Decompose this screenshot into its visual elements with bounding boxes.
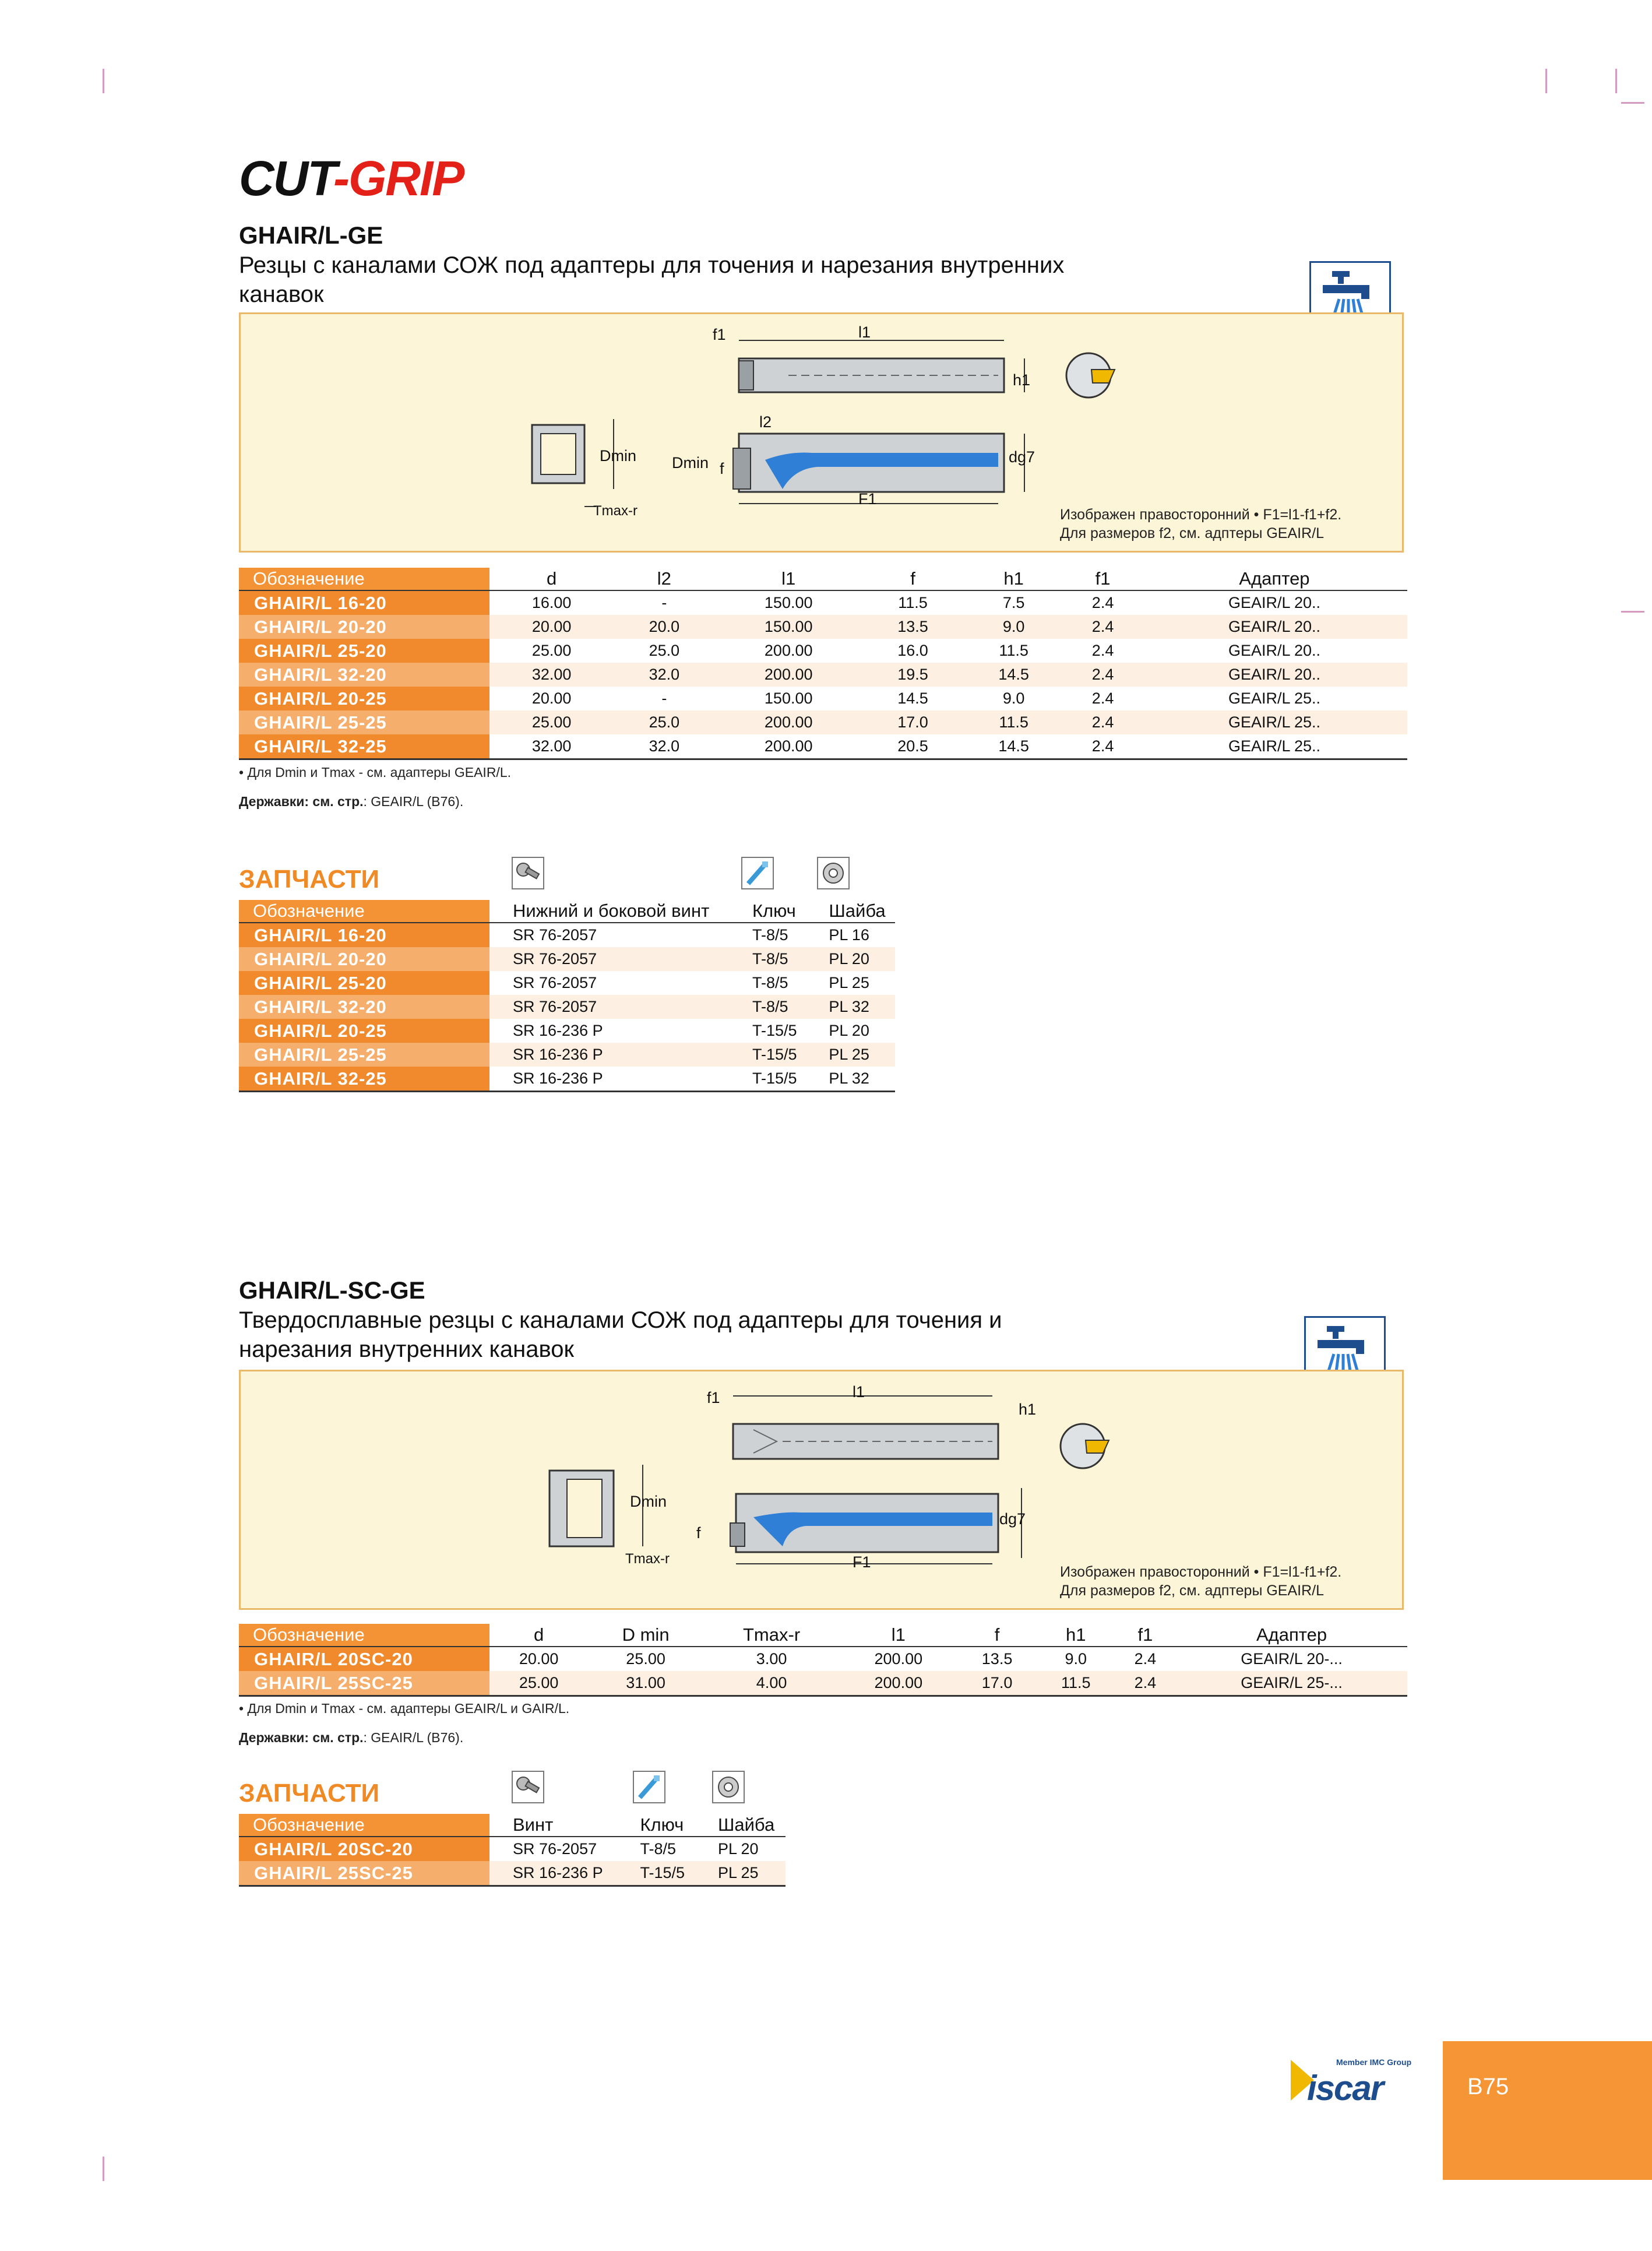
value-cell: 14.5 [963, 663, 1064, 687]
value-cell: GEAIR/L 25.. [1142, 711, 1407, 734]
dim-F1: F1 [858, 490, 877, 508]
designation-cell: GHAIR/L 20SC-20 [239, 1647, 489, 1671]
dim-dg7: dg7 [999, 1510, 1026, 1528]
dim-dmin-2: Dmin [672, 454, 709, 472]
value-cell: GEAIR/L 25-... [1176, 1671, 1407, 1696]
value-cell: 11.5 [963, 711, 1064, 734]
value-cell: 2.4 [1064, 663, 1142, 687]
value-cell: 150.00 [714, 615, 862, 639]
value-cell: 25.00 [588, 1647, 703, 1671]
holders-note: Державки: см. стр.: GEAIR/L (B76). [239, 794, 464, 809]
value-cell: SR 76-2057 [489, 995, 729, 1019]
table-row [239, 1861, 786, 1886]
value-cell: 2.4 [1115, 1647, 1176, 1671]
column-header: d [489, 1624, 588, 1647]
tool-diagram [239, 312, 1404, 553]
column-header-designation: Обозначение [239, 1814, 489, 1837]
table-row [239, 923, 895, 947]
table-row [239, 995, 895, 1019]
designation-cell: GHAIR/L 32-25 [239, 734, 489, 759]
value-cell: 2.4 [1115, 1671, 1176, 1696]
dim-l1: l1 [858, 323, 871, 341]
value-cell: GEAIR/L 20-... [1176, 1647, 1407, 1671]
designation-cell: GHAIR/L 25-25 [239, 711, 489, 734]
value-cell: T-8/5 [729, 971, 805, 995]
value-cell: 13.5 [862, 615, 963, 639]
column-header: Адаптер [1176, 1624, 1407, 1647]
value-cell: 25.00 [489, 1671, 588, 1696]
value-cell: 14.5 [862, 687, 963, 711]
table-row [239, 615, 1407, 639]
value-cell: 200.00 [840, 1671, 957, 1696]
table-row [239, 1043, 895, 1067]
column-header: Нижний и боковой винт [489, 900, 729, 923]
value-cell: SR 76-2057 [489, 923, 729, 947]
column-header: f1 [1064, 568, 1142, 590]
value-cell: GEAIR/L 25.. [1142, 734, 1407, 759]
column-header: l2 [614, 568, 714, 590]
parts-table-2 [239, 1814, 786, 1887]
column-header: d [489, 568, 614, 590]
column-header: f1 [1115, 1624, 1176, 1647]
column-header: Шайба [805, 900, 895, 923]
key-icon [741, 857, 774, 889]
table-row [239, 1647, 1407, 1671]
designation-cell: GHAIR/L 16-20 [239, 590, 489, 615]
value-cell: T-8/5 [617, 1837, 694, 1861]
diagram-note: Изображен правосторонний • F1=l1-f1+f2. Для размеров f2, см. адптеры GEAIR/L [1060, 507, 1342, 541]
value-cell: 2.4 [1064, 687, 1142, 711]
table-row [239, 1671, 1407, 1696]
member-text: Member IMC Group [1336, 2057, 1412, 2067]
table-row [239, 1019, 895, 1043]
value-cell: 9.0 [963, 615, 1064, 639]
dim-tmax: Tmax-r [593, 503, 637, 519]
section-title-2: GHAIR/L-SC-GE [239, 1276, 425, 1304]
value-cell: 11.5 [862, 590, 963, 615]
section-title: GHAIR/L-GE [239, 221, 383, 249]
value-cell: T-15/5 [729, 1043, 805, 1067]
designation-cell: GHAIR/L 20SC-20 [239, 1837, 489, 1861]
column-header-designation: Обозначение [239, 568, 489, 590]
value-cell: SR 76-2057 [489, 947, 729, 971]
spec-table-2 [239, 1624, 1407, 1697]
iscar-wordmark: iscar [1307, 2069, 1383, 2108]
value-cell: 16.00 [489, 590, 614, 615]
column-header: Шайба [695, 1814, 786, 1837]
value-cell: PL 25 [695, 1861, 786, 1886]
parts-title: ЗАПЧАСТИ [239, 865, 380, 894]
value-cell: GEAIR/L 20.. [1142, 639, 1407, 663]
value-cell: 200.00 [714, 639, 862, 663]
value-cell: 2.4 [1064, 590, 1142, 615]
table-row [239, 971, 895, 995]
table-row [239, 947, 895, 971]
column-header: D min [588, 1624, 703, 1647]
value-cell: GEAIR/L 20.. [1142, 615, 1407, 639]
value-cell: 20.5 [862, 734, 963, 759]
page-tab [1443, 2041, 1652, 2180]
value-cell: 2.4 [1064, 734, 1142, 759]
value-cell: GEAIR/L 20.. [1142, 663, 1407, 687]
dim-dmin: Dmin [630, 1493, 667, 1510]
designation-cell: GHAIR/L 32-25 [239, 1067, 489, 1092]
table-row [239, 734, 1407, 759]
value-cell: 32.0 [614, 734, 714, 759]
value-cell: PL 20 [805, 947, 895, 971]
column-header: Tmax-r [703, 1624, 840, 1647]
iscar-logo [1291, 2057, 1413, 2108]
value-cell: 32.0 [614, 663, 714, 687]
value-cell: 20.00 [489, 687, 614, 711]
value-cell: 150.00 [714, 590, 862, 615]
value-cell: 32.00 [489, 663, 614, 687]
value-cell: PL 32 [805, 1067, 895, 1092]
value-cell: T-8/5 [729, 995, 805, 1019]
value-cell: 200.00 [840, 1647, 957, 1671]
designation-cell: GHAIR/L 32-20 [239, 663, 489, 687]
designation-cell: GHAIR/L 25SC-25 [239, 1671, 489, 1696]
value-cell: 20.0 [614, 615, 714, 639]
value-cell: 3.00 [703, 1647, 840, 1671]
value-cell: 11.5 [963, 639, 1064, 663]
value-cell: 200.00 [714, 734, 862, 759]
value-cell: PL 32 [805, 995, 895, 1019]
column-header-designation: Обозначение [239, 1624, 489, 1647]
screw-icon [512, 1771, 544, 1803]
value-cell: T-15/5 [617, 1861, 694, 1886]
footnote: • Для Dmin и Tmax - см. адаптеры GEAIR/L. [239, 765, 511, 780]
designation-cell: GHAIR/L 20-20 [239, 947, 489, 971]
value-cell: 16.0 [862, 639, 963, 663]
value-cell: 2.4 [1064, 615, 1142, 639]
designation-cell: GHAIR/L 25SC-25 [239, 1861, 489, 1886]
dim-h1: h1 [1019, 1401, 1037, 1418]
column-header: h1 [1037, 1624, 1115, 1647]
value-cell: 25.00 [489, 711, 614, 734]
column-header: Винт [489, 1814, 617, 1837]
value-cell: 200.00 [714, 663, 862, 687]
spec-table [239, 568, 1407, 760]
value-cell: T-8/5 [729, 947, 805, 971]
value-cell: 7.5 [963, 590, 1064, 615]
column-header: l1 [840, 1624, 957, 1647]
tool-diagram-2 [239, 1370, 1404, 1610]
value-cell: PL 25 [805, 1043, 895, 1067]
designation-cell: GHAIR/L 25-25 [239, 1043, 489, 1067]
table-row [239, 1837, 786, 1861]
value-cell: 4.00 [703, 1671, 840, 1696]
dim-f: f [720, 460, 724, 477]
dim-h1: h1 [1013, 371, 1031, 389]
value-cell: 20.00 [489, 615, 614, 639]
value-cell: 20.00 [489, 1647, 588, 1671]
value-cell: 17.0 [862, 711, 963, 734]
value-cell: 9.0 [1037, 1647, 1115, 1671]
value-cell: 32.00 [489, 734, 614, 759]
value-cell: PL 25 [805, 971, 895, 995]
dim-f: f [696, 1524, 701, 1542]
footnote: • Для Dmin и Tmax - см. адаптеры GEAIR/L и GAIR/L. [239, 1701, 570, 1716]
table-row [239, 639, 1407, 663]
value-cell: SR 16-236 P [489, 1067, 729, 1092]
section-description-2: Твердосплавные резцы с каналами СОЖ под адаптеры для точения и нарезания внутренних канавок [239, 1307, 1002, 1362]
screw-icon [512, 857, 544, 889]
diagram-note: Изображен правосторонний • F1=l1-f1+f2. Для размеров f2, см. адптеры GEAIR/L [1060, 1564, 1342, 1599]
designation-cell: GHAIR/L 20-20 [239, 615, 489, 639]
column-header: Ключ [729, 900, 805, 923]
value-cell: 25.0 [614, 639, 714, 663]
value-cell: 25.00 [489, 639, 614, 663]
dim-l1: l1 [853, 1383, 865, 1401]
designation-cell: GHAIR/L 20-25 [239, 1019, 489, 1043]
value-cell: SR 76-2057 [489, 971, 729, 995]
value-cell: PL 16 [805, 923, 895, 947]
dim-F1: F1 [853, 1553, 871, 1571]
value-cell: T-8/5 [729, 923, 805, 947]
section-description: Резцы с каналами СОЖ под адаптеры для точения и нарезания внутренних канавок [239, 252, 1065, 307]
column-header: Ключ [617, 1814, 694, 1837]
column-header: f [862, 568, 963, 590]
value-cell: - [614, 590, 714, 615]
value-cell: 13.5 [957, 1647, 1037, 1671]
holders-note: Державки: см. стр.: GEAIR/L (B76). [239, 1730, 464, 1745]
dim-f1: f1 [713, 326, 726, 343]
value-cell: 11.5 [1037, 1671, 1115, 1696]
key-icon [633, 1771, 665, 1803]
value-cell: 2.4 [1064, 711, 1142, 734]
column-header: l1 [714, 568, 862, 590]
table-row [239, 1067, 895, 1092]
value-cell: T-15/5 [729, 1067, 805, 1092]
value-cell: GEAIR/L 25.. [1142, 687, 1407, 711]
designation-cell: GHAIR/L 32-20 [239, 995, 489, 1019]
dim-dg7: dg7 [1009, 448, 1035, 466]
cut-grip-logo: CUT-GRIP [239, 151, 464, 206]
column-header-designation: Обозначение [239, 900, 489, 923]
value-cell: 200.00 [714, 711, 862, 734]
parts-table [239, 900, 895, 1092]
value-cell: 14.5 [963, 734, 1064, 759]
value-cell: 17.0 [957, 1671, 1037, 1696]
column-header: h1 [963, 568, 1064, 590]
washer-icon [712, 1771, 745, 1803]
value-cell: SR 16-236 P [489, 1019, 729, 1043]
table-row [239, 687, 1407, 711]
dim-l2: l2 [759, 413, 772, 431]
designation-cell: GHAIR/L 25-20 [239, 639, 489, 663]
designation-cell: GHAIR/L 20-25 [239, 687, 489, 711]
table-row [239, 663, 1407, 687]
value-cell: - [614, 687, 714, 711]
column-header: f [957, 1624, 1037, 1647]
value-cell: 31.00 [588, 1671, 703, 1696]
value-cell: GEAIR/L 20.. [1142, 590, 1407, 615]
designation-cell: GHAIR/L 25-20 [239, 971, 489, 995]
value-cell: 2.4 [1064, 639, 1142, 663]
dim-tmax: Tmax-r [625, 1551, 670, 1567]
value-cell: SR 16-236 P [489, 1043, 729, 1067]
washer-icon [817, 857, 850, 889]
value-cell: SR 76-2057 [489, 1837, 617, 1861]
value-cell: 150.00 [714, 687, 862, 711]
page-number: B75 [1467, 2074, 1509, 2099]
value-cell: T-15/5 [729, 1019, 805, 1043]
parts-title-2: ЗАПЧАСТИ [239, 1779, 380, 1807]
value-cell: SR 16-236 P [489, 1861, 617, 1886]
table-row [239, 590, 1407, 615]
value-cell: PL 20 [805, 1019, 895, 1043]
designation-cell: GHAIR/L 16-20 [239, 923, 489, 947]
value-cell: PL 20 [695, 1837, 786, 1861]
column-header: Адаптер [1142, 568, 1407, 590]
dim-dmin: Dmin [600, 447, 637, 465]
dim-f1: f1 [707, 1389, 720, 1406]
value-cell: 9.0 [963, 687, 1064, 711]
table-row [239, 711, 1407, 734]
value-cell: 25.0 [614, 711, 714, 734]
value-cell: 19.5 [862, 663, 963, 687]
